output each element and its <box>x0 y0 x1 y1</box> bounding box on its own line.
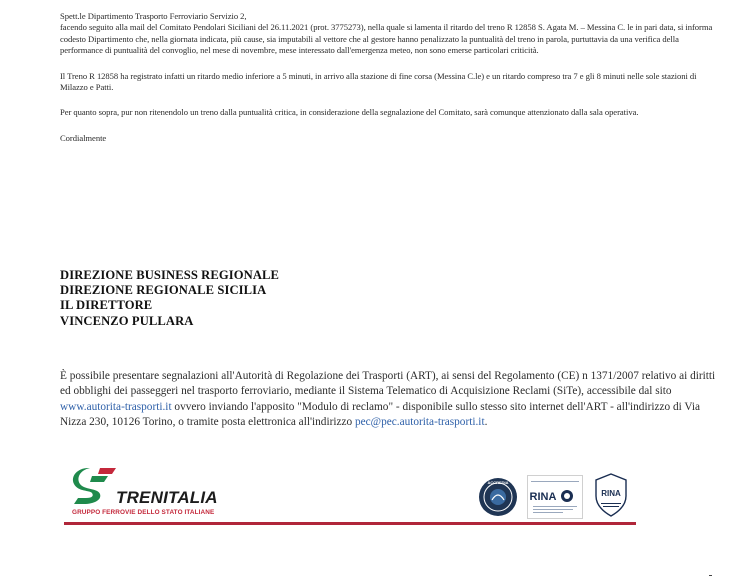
signature-line: DIREZIONE BUSINESS REGIONALE <box>60 268 280 282</box>
art-website-link[interactable]: www.autorita-trasporti.it <box>60 400 172 413</box>
signature-line: DIREZIONE REGIONALE SICILIA <box>60 283 267 298</box>
pec-email-link[interactable]: pec@pec.autorita-trasporti.it <box>354 416 485 429</box>
rina-certification-icon <box>527 475 583 519</box>
fs-group-tagline: GRUPPO FERROVIE DELLO STATO ITALIANE <box>72 509 215 516</box>
letter-paragraph-3: Per quanto sopra, pur non ritenendolo un treno dalla puntualità critica, in considerazione della segnalazione del Comitato, sarà comunque attenzionato dalla sala operativa. <box>60 107 639 118</box>
rina-quality-certification-icon <box>592 472 630 520</box>
letter-body <box>60 11 720 144</box>
scan-mark <box>709 575 712 576</box>
footer-divider <box>64 522 636 525</box>
accredia-label: ACCREDIA <box>487 480 509 485</box>
letter-salutation: Spett.le Dipartimento Trasporto Ferroviario Servizio 2, <box>60 11 247 21</box>
trenitalia-logo <box>70 466 240 520</box>
notice-text: ovvero inviando l'apposito "Modulo di reclamo" - disponibile sullo stesso sito internet dell'ART - all'indirizzo di Via Nizza 230, 10126 Torino, o tramite posta elettronica all'indirizzo <box>60 400 701 429</box>
notice-text: . <box>484 416 488 429</box>
accredia-seal-icon <box>478 476 518 518</box>
trenitalia-mark-icon <box>70 466 118 506</box>
letter-paragraph-2: Il Treno R 12858 ha registrato infatti un ritardo medio inferiore a 5 minuti, in arrivo alla stazione di fine corsa (Messina C.le) e un ritardo compreso tra 7 e gli 8 minuti nelle sole stazioni di Milazzo e Patti. <box>60 70 697 93</box>
signature-line: IL DIRETTORE <box>60 298 153 313</box>
letter-paragraph-1: facendo seguito alla mail del Comitato Pendolari Siciliani del 26.11.2021 (prot. 3775273), nella quale si lamenta il ritardo del treno R 12858 S. Agata M. – Messina C. le in pari data, si informa codesto Dipartimento che, nella giornata indicata, più cause, sia imputabili al vettore che al gestore hanno penalizzato la puntualità del treno in parola, purtuttavia da una verifica della performance di puntualità del convoglio, nel mese di novembre, mese interessato dall'emergenza meteo, non sono emerse particolari criticità. <box>60 22 713 56</box>
letter-closing: Cordialmente <box>60 132 107 143</box>
signature-block <box>60 268 279 329</box>
rina-label: RINA <box>529 491 557 503</box>
art-complaint-notice <box>60 369 720 431</box>
rina-quality-label: RINA <box>601 489 621 498</box>
notice-text: È possibile presentare segnalazioni all'Autorità di Regolazione dei Trasporti (ART), ai sensi del Regolamento (CE) n 1371/2007 relativo ai diritti ed obblighi dei passeggeri nel trasporto ferroviario, mediante il Sistema Telematico di Acquisizione Reclami (SiTe), accessibile dal sito <box>60 370 716 398</box>
signature-name: VINCENZO PULLARA <box>60 313 194 328</box>
trenitalia-brand-name: TRENITALIA <box>116 488 218 507</box>
